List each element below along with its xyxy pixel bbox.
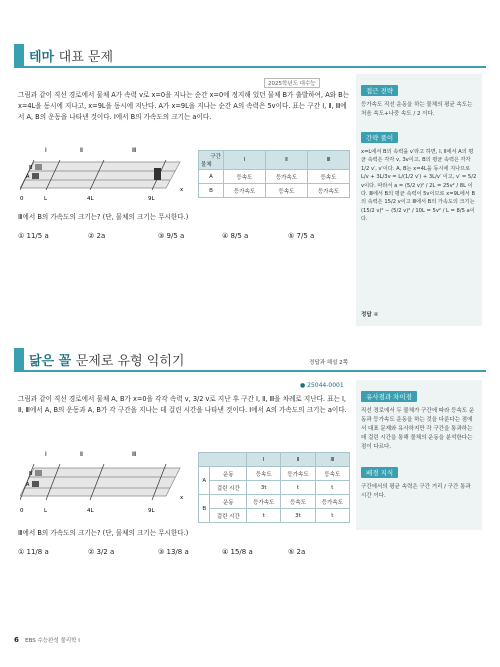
table-group-label: B [199,495,210,523]
source-label: 2025학년도 대수능 [264,78,320,88]
sidebar1-tag-strategy: 접근 전략 [361,85,398,96]
table-cell: 등가속도 [224,184,266,198]
label-x4L: 4L [87,508,94,514]
sidebar2-background-text: 구간에서의 평균 속력은 구간 거리 / 구간 통과 시간 이다. [361,484,471,499]
choice-1[interactable]: ① 11/5 a [18,232,49,240]
table-group-label: A [199,467,210,495]
label-x4L: 4L [87,196,94,202]
table-cell: 등속도 [265,184,307,198]
table-cell: t [281,481,315,495]
object-a-shape [32,173,39,179]
right-block [154,168,161,180]
label-xL: L [44,508,48,514]
header-accent-bar [14,44,24,66]
table-header-cell: 물체 [201,162,212,168]
table-cell: t [315,481,349,495]
problem1-text: 그림과 같이 직선 경로에서 물체 A가 속력 v로 x=0을 지나는 순간 x=0에 정지해 있던 물체 B가 출발하여, A와 B는 x=4L을 동시에 지나고, x=9L을 동시에 지난다. A가 x=9L을 지나는 순간 A의 속력은 5v이다. 표는 구간 Ⅰ, Ⅱ, Ⅲ에서 A, B의 운동을 나타낸 것이다. Ⅰ에서 B의 가속도의 크기는 a이다. [18,91,350,121]
problem2-code: ● 25044-0001 [300,382,344,389]
label-x9L: 9L [148,196,155,202]
choice-3[interactable]: ③ 13/8 a [158,548,189,556]
section1-title-light: 대표 문제 [58,50,114,65]
table-row [199,467,350,481]
section1-header [14,44,486,68]
object-b-shape [35,470,42,476]
sidebar1-strategy-text: 등가속도 직선 운동을 하는 물체의 평균 속도는 처음 속도+나중 속도 / 2 이다. [361,102,473,117]
table-row [199,453,350,467]
header-accent-bar [14,348,24,370]
sidebar2-tag-similarity: 유사점과 차이점 [361,391,417,402]
table-cell: 등가속도 [315,495,349,509]
table-header-cell: Ⅲ [307,151,349,170]
table-cell: 등속도 [307,170,349,184]
label-region-3: Ⅲ [132,451,137,458]
choice-2[interactable]: ② 3/2 a [88,548,115,556]
table-cell: t [247,509,281,523]
table-cell: 3t [281,509,315,523]
sidebar1-tag-solution: 간략 풀이 [361,132,398,143]
problem2-text: 그림과 같이 직선 경로에서 물체 A, B가 x=0을 각각 속력 v, 3/2 v로 지난 후 구간 Ⅰ, Ⅱ, Ⅲ을 차례로 지난다. 표는 Ⅰ, Ⅱ, Ⅲ에서 A, B의 운동과 A, B가 각 구간을 지나는 데 걸린 시간을 나타낸 것이다. Ⅰ에서 A의 가속도의 크기는 a이다. [18,395,347,414]
sidebar2-tag-background: 배경 지식 [361,467,398,478]
sidebar1-solution-text: x=L에서 B의 속력을 v′라고 하면, Ⅰ, Ⅱ에서 A의 평균 속력은 각각 v, 3v이고, B의 평균 속력은 각각 1/2 v′, v′이다. A, B는 x=4L을 동시에 지나므로 L/v + 3L/3v = L/(1/2 v′) + 3L/v′ 이고, v′ = 5/2 v이다. 따라서 a = (5/2 v)² / 2L = 25v² / 8L 이다. Ⅲ에서 B의 평균 속력이 5v이므로 x=9L에서 B의 속력은 15/2 v이고 Ⅲ에서 B의 가속도의 크기는 (15/2 v)² − (5/2 v)² / 10L = 5v² / L = 8/5 a이다. [361,149,477,223]
sidebar1 [356,74,482,326]
section2-title [29,350,184,369]
label-xL: L [44,196,48,202]
label-obj-b: B [29,471,33,477]
object-a-shape [32,481,39,487]
problem2-question: Ⅲ에서 B의 가속도의 크기는? (단, 물체의 크기는 무시한다.) [18,529,189,537]
table-cell: 등가속도 [265,170,307,184]
table-header-cell: 구간 [210,154,221,160]
table-row-label: 걸린 시간 [210,481,247,495]
table-header-cell: Ⅰ [224,151,266,170]
table-cell: t [315,509,349,523]
track-plane [20,468,180,496]
page-footer [14,636,80,644]
problem1-question: Ⅲ에서 B의 가속도의 크기는? (단, 물체의 크기는 무시한다.) [18,213,189,221]
label-obj-a: A [26,174,30,180]
table-header-cell: Ⅰ [247,453,281,467]
answer-label: 정답 [361,312,372,318]
answer-reference: 정답과 해설 2쪽 [309,360,348,366]
label-region-3: Ⅲ [132,147,137,154]
choice-2[interactable]: ② 2a [88,232,106,240]
label-obj-b: B [29,165,33,171]
table-row [199,509,350,523]
table-row [199,184,350,198]
table-row-label: B [199,184,224,198]
table-row [199,481,350,495]
label-x0: 0 [20,508,24,514]
table-row-label: A [199,170,224,184]
table-header-cell [199,453,247,467]
section1-title-bold: 테마 [29,50,55,65]
label-axis-x: x [180,495,184,501]
label-obj-a: A [26,482,30,488]
table-cell: 등속도 [224,170,266,184]
problem2-table [198,452,350,523]
table-cell: 등속도 [281,495,315,509]
table-row [199,170,350,184]
label-region-1: Ⅰ [45,147,47,154]
table-header-cell: Ⅲ [315,453,349,467]
table-row-label: 운동 [210,467,247,481]
table-cell: 등속도 [247,467,281,481]
book-title: EBS 수능완성 물리학 Ⅰ [25,638,80,644]
label-region-2: Ⅱ [80,451,83,458]
label-axis-x: x [180,187,184,193]
table-row-label: 걸린 시간 [210,509,247,523]
section2-title-bold: 닮은 꼴 [29,354,72,369]
section2-title-light: 문제로 유형 익히기 [75,354,185,369]
table-cell: 등가속도 [281,467,315,481]
table-header-cell: Ⅱ [265,151,307,170]
choice-5[interactable]: ⑤ 2a [288,548,306,556]
problem1-figure [20,142,190,204]
table-cell: 등속도 [315,467,349,481]
choice-4[interactable]: ④ 15/8 a [222,548,253,556]
table-row [199,495,350,509]
problem2-figure [20,446,190,520]
choice-5[interactable]: ⑤ 7/5 a [288,232,315,240]
sidebar2-similarity-text: 직선 경로에서 두 물체가 구간에 따라 등속도 운동과 등가속도 운동을 하는 것을 다룬다는 점에서 대표 문제와 유사하지만 각 구간을 통과하는 데 걸린 시간을 통해 물체의 운동을 분석한다는 점이 다르다. [361,408,475,450]
table-cell: 3t [247,481,281,495]
section2-header [14,348,486,372]
table-cell: 등가속도 [307,184,349,198]
label-x9L: 9L [148,508,155,514]
problem1-table [198,150,350,198]
table-row-label: 운동 [210,495,247,509]
label-region-1: Ⅰ [45,451,47,458]
label-region-2: Ⅱ [80,147,83,154]
table-row [199,151,350,170]
object-b-shape [35,164,42,170]
page-number: 6 [14,636,19,644]
choice-4[interactable]: ④ 8/5 a [222,232,249,240]
label-x0: 0 [20,196,24,202]
answer-value: ④ [373,312,379,318]
section1-title [29,46,113,65]
table-cell: 등가속도 [247,495,281,509]
choice-1[interactable]: ① 11/8 a [18,548,49,556]
table-header-cell: Ⅱ [281,453,315,467]
table-corner [199,151,224,170]
sidebar2 [356,380,482,530]
sidebar1-answer [361,311,378,320]
choice-3[interactable]: ③ 9/5 a [158,232,185,240]
